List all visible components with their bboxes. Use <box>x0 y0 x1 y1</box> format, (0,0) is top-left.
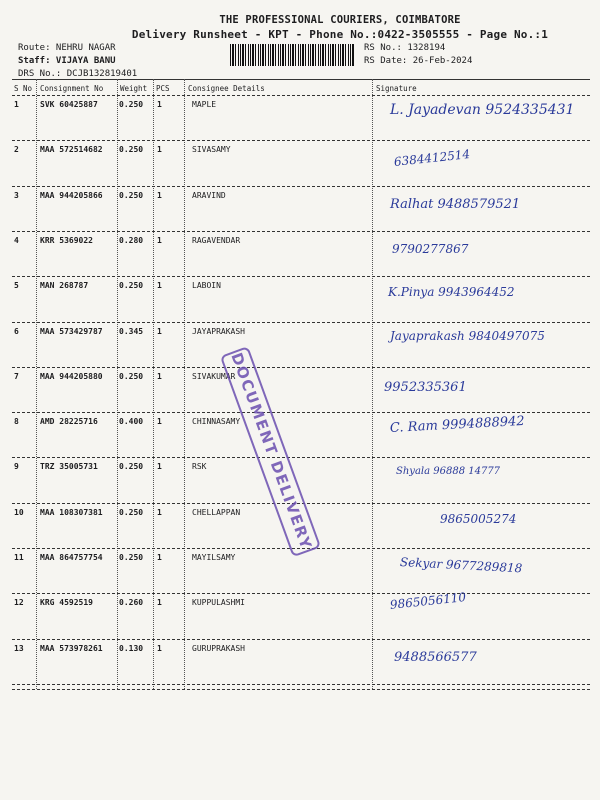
recipient-signature: Ralhat 9488579521 <box>390 196 521 212</box>
cell-sno: 1 <box>14 100 19 109</box>
cell-sno: 2 <box>14 145 19 155</box>
cell-consignee: MAPLE <box>192 100 217 109</box>
cell-sno: 8 <box>14 417 19 427</box>
cell-pcs: 1 <box>157 281 162 291</box>
cell-weight: 0.250 <box>119 553 144 562</box>
row-divider <box>12 140 590 141</box>
col-header-consignee: Consignee Details <box>188 84 265 93</box>
cell-consignment: MAA 944205880 <box>40 371 103 381</box>
cell-pcs: 1 <box>157 462 162 472</box>
col-header-weight: Weight <box>120 84 148 93</box>
recipient-signature: 9952335361 <box>384 379 467 395</box>
cell-consignee: JAYAPRAKASH <box>192 326 245 336</box>
cell-weight: 0.250 <box>119 371 144 381</box>
cell-pcs: 1 <box>157 417 162 427</box>
recipient-signature: 9488566577 <box>394 649 477 665</box>
row-divider <box>12 639 590 640</box>
cell-consignment: MAA 573978261 <box>40 643 103 653</box>
cell-weight: 0.130 <box>119 643 144 653</box>
recipient-signature: Jayaprakash 9840497075 <box>390 328 545 343</box>
cell-consignee: CHELLAPPAN <box>192 507 241 517</box>
col-header-signature: Signature <box>376 84 417 93</box>
cell-pcs: 1 <box>157 235 162 245</box>
cell-consignment: AMD 28225716 <box>40 417 98 427</box>
recipient-signature: 6384412514 <box>393 147 471 170</box>
cell-pcs: 1 <box>157 507 162 517</box>
rs-date: RS Date: 26-Feb-2024 <box>364 56 473 66</box>
cell-consignee: RSK <box>192 462 207 472</box>
row-divider <box>12 186 590 187</box>
drs-number: DRS No.: DCJB132819401 <box>18 69 138 79</box>
row-divider <box>12 276 590 277</box>
cell-consignee: ARAVIND <box>192 190 226 200</box>
recipient-signature: 9790277867 <box>392 241 469 256</box>
row-divider <box>12 231 590 232</box>
cell-sno: 7 <box>14 371 19 381</box>
cell-consignee: MAYILSAMY <box>192 553 236 562</box>
cell-consignment: KRG 4592519 <box>40 598 93 608</box>
cell-pcs: 1 <box>157 598 162 608</box>
cell-weight: 0.260 <box>119 598 144 608</box>
cell-weight: 0.345 <box>119 326 144 336</box>
cell-consignment: MAA 944205866 <box>40 190 103 200</box>
recipient-signature: C. Ram 9994888942 <box>389 414 525 437</box>
cell-consignment: MAA 108307381 <box>40 507 103 517</box>
cell-consignment: SVK 60425887 <box>40 100 98 109</box>
cell-sno: 13 <box>14 643 24 653</box>
runsheet-subtitle: Delivery Runsheet - KPT - Phone No.:0422-3505555 - Page No.:1 <box>131 28 549 41</box>
cell-weight: 0.400 <box>119 417 144 427</box>
column-divider <box>153 79 154 689</box>
cell-weight: 0.250 <box>119 190 144 200</box>
cell-sno: 6 <box>14 326 19 336</box>
recipient-signature: 9865005274 <box>440 511 517 526</box>
table-top-rule <box>12 79 590 80</box>
recipient-signature: Shyala 96888 14777 <box>396 466 501 478</box>
staff-label: Staff: VIJAYA BANU <box>18 56 116 66</box>
cell-pcs: 1 <box>157 145 162 155</box>
cell-weight: 0.250 <box>119 281 144 291</box>
cell-pcs: 1 <box>157 553 162 562</box>
header-rule <box>12 95 590 96</box>
company-title: THE PROFESSIONAL COURIERS, COIMBATORE <box>219 14 461 26</box>
cell-pcs: 1 <box>157 100 162 109</box>
cell-consignment: MAA 572514682 <box>40 145 103 155</box>
row-divider <box>12 322 590 323</box>
row-divider <box>12 457 590 458</box>
document-delivery-stamp: DOCUMENT DELIVERY <box>220 346 321 557</box>
cell-pcs: 1 <box>157 326 162 336</box>
row-divider <box>12 684 590 685</box>
cell-weight: 0.250 <box>119 462 144 472</box>
cell-weight: 0.280 <box>119 235 144 245</box>
cell-consignment: MAN 268787 <box>40 281 89 291</box>
barcode <box>230 44 354 66</box>
cell-sno: 3 <box>14 190 19 200</box>
cell-consignment: MAA 864757754 <box>40 553 103 562</box>
recipient-signature: K.Pinya 9943964452 <box>388 285 515 300</box>
cell-sno: 9 <box>14 462 19 472</box>
cell-consignment: KRR 5369022 <box>40 235 93 245</box>
cell-pcs: 1 <box>157 371 162 381</box>
col-header-consignment: Consignment No <box>40 84 104 93</box>
column-divider <box>36 79 37 689</box>
cell-consignee: SIVASAMY <box>192 145 231 155</box>
recipient-signature: L. Jayadevan 9524335431 <box>390 102 575 118</box>
cell-consignee: KUPPULASHMI <box>192 598 245 608</box>
row-divider <box>12 367 590 368</box>
cell-consignee: GURUPRAKASH <box>192 643 245 653</box>
cell-consignment: MAA 573429787 <box>40 326 103 336</box>
rs-number: RS No.: 1328194 <box>364 43 446 53</box>
cell-weight: 0.250 <box>119 507 144 517</box>
column-divider <box>184 79 185 689</box>
cell-consignment: TRZ 35005731 <box>40 462 98 472</box>
col-header-pcs: PCS <box>156 84 170 93</box>
cell-consignee: SIVAKUMAR <box>192 371 236 381</box>
recipient-signature: 9865056110 <box>389 590 467 613</box>
column-divider <box>372 79 373 689</box>
row-divider <box>12 593 590 594</box>
cell-sno: 11 <box>14 553 24 562</box>
column-divider <box>117 79 118 689</box>
cell-consignee: CHINNASAMY <box>192 417 241 427</box>
route-details <box>18 42 137 81</box>
cell-consignee: RAGAVENDAR <box>192 235 241 245</box>
cell-pcs: 1 <box>157 190 162 200</box>
row-divider <box>12 412 590 413</box>
cell-weight: 0.250 <box>119 100 144 109</box>
cell-sno: 12 <box>14 598 24 608</box>
cell-sno: 10 <box>14 507 24 517</box>
table-bottom-rule <box>12 689 590 690</box>
cell-sno: 4 <box>14 235 19 245</box>
route-label: Route: NEHRU NAGAR <box>18 43 116 53</box>
cell-sno: 5 <box>14 281 19 291</box>
cell-weight: 0.250 <box>119 145 144 155</box>
cell-pcs: 1 <box>157 643 162 653</box>
col-header-sno: S No <box>14 84 33 93</box>
recipient-signature: Sekyar 9677289818 <box>399 555 523 576</box>
cell-consignee: LABOIN <box>192 281 221 291</box>
runsheet-details <box>364 42 472 68</box>
